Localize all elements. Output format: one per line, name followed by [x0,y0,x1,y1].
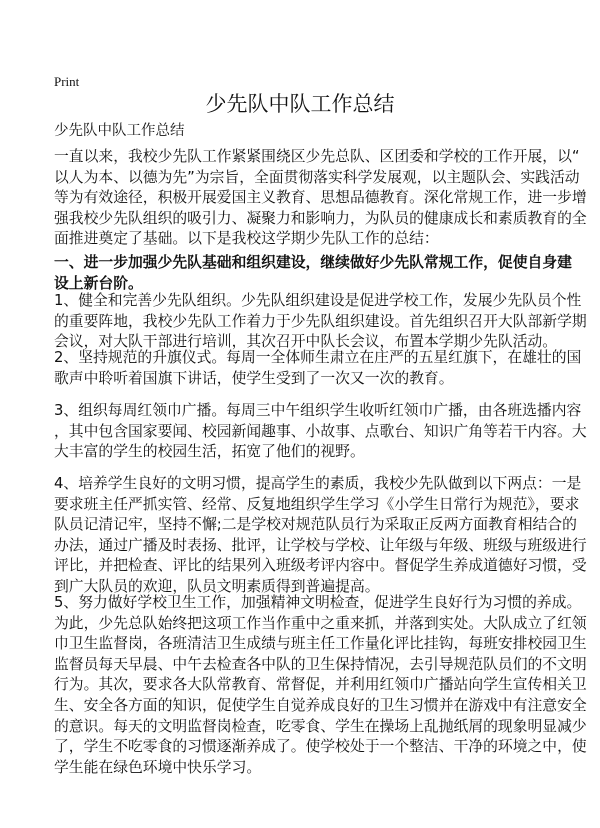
paragraph-1 [54,291,587,353]
paragraph-4 [54,474,587,598]
paragraph-3 [54,401,587,463]
text-line: 一直以来，我校少先队工作紧紧围绕区少先总队、区团委和学校的工作开展，以“ [54,148,580,165]
text-line: 歌声中聆听着国旗下讲话，使学生受到了一次又一次的教育。 [54,369,454,387]
paragraph-2 [54,348,581,389]
text-line: 巾卫生监督岗，各班清洁卫生成绩与班主任工作量化评比挂钩，每班安排校园卫生 [54,635,587,653]
text-line: 办法，通过广播及时表扬、批评，让学校与学校、让年级与年级、班级与班级进行 [54,536,587,554]
section-heading [54,253,572,294]
text-line: 学生能在绿色环境中快乐学习。 [54,758,262,776]
text-line: 强我校少先队组织的吸引力、凝聚力和影响力，为队员的健康成长和素质教育的全 [54,209,587,227]
text-line: 等为有效途径，积极开展爱国主义教育、思想品德教育。深化常规工作，进一步增 [54,189,587,207]
text-line: 面推进奠定了基础。以下是我校这学期少先队工作的总结： [54,230,439,248]
text-line: 4、培养学生良好的文明习惯，提高学生的素质，我校少先队做到以下两点：一是 [54,475,582,492]
text-line: 2、坚持规范的升旗仪式。每周一全体师生肃立在庄严的五星红旗下，在雄壮的国 [54,349,582,366]
text-line: 5、努力做好学校卫生工作，加强精神文明检查，促进学生良好行为习惯的养成。 [54,594,582,611]
text-line: 一、进一步加强少先队基础和组织建设，继续做好少先队常规工作，促使自身建 [54,254,572,271]
text-line: 3、组织每周红领巾广播。每周三中午组织学生收听红领巾广播，由各班选播内容 [54,402,582,419]
print-link[interactable]: Print [54,74,80,89]
text-line: 为此，少先总队始终把这项工作当作重中之重来抓，并落到实处。大队成立了红领 [54,614,587,632]
intro-paragraph [54,147,587,250]
text-line: 生、安全各方面的知识，促使学生自觉养成良好的卫生习惯并在游戏中有注意安全 [54,696,587,714]
text-line: ，其中包含国家要闻、校园新闻趣事、小故事、点歌台、知识广角等若干内容。大 [54,422,587,440]
paragraph-5 [54,593,587,778]
text-line: 大丰富的学生的校园生活，拓宽了他们的视野。 [54,443,365,461]
text-line: 1、健全和完善少先队组织。少先队组织建设是促进学校工作，发展少先队员个性 [54,292,582,309]
text-line: 会议，对大队干部进行培训，其次召开中队长会议，布置本学期少先队活动。 [54,333,558,351]
document-title: 少先队中队工作总结 [205,92,395,116]
text-line: 评比，并把检查、评比的结果列入班级考评内容中。督促学生养成道德好习惯，受 [54,557,587,575]
text-line: 的重要阵地，我校少先队工作着力于少先队组织建设。首先组织召开大队部新学期 [54,312,587,330]
text-line: 以人为本、以德为先”为宗旨，全面贯彻落实科学发展观，以主题队会、实践活动 [54,168,580,186]
document-subtitle: 少先队中队工作总结 [54,123,185,139]
text-line: 了，学生不吃零食的习惯逐渐养成了。使学校处于一个整洁、干净的环境之中，使 [54,738,587,756]
text-line: 到广大队员的欢迎，队员文明素质得到普遍提高。 [54,577,380,595]
text-line: 行为。其次，要求各大队常教育、常督促，并利用红领巾广播站向学生宣传相关卫 [54,676,587,694]
text-line: 的意识。每天的文明监督岗检查，吃零食、学生在操场上乱抛纸屑的现象明显减少 [54,717,587,735]
text-line: 设上新台阶。 [54,274,143,292]
text-line: 队员记清记牢，坚持不懈;二是学校对规范队员行为采取正反两方面教育相结合的 [54,516,577,534]
text-line: 要求班主任严抓实管、经常、反复地组织学生学习《小学生日常行为规范》，要求 [54,495,580,513]
text-line: 监督员每天早晨、中午去检查各中队的卫生保持情况，去引导规范队员们的不文明 [54,655,587,673]
